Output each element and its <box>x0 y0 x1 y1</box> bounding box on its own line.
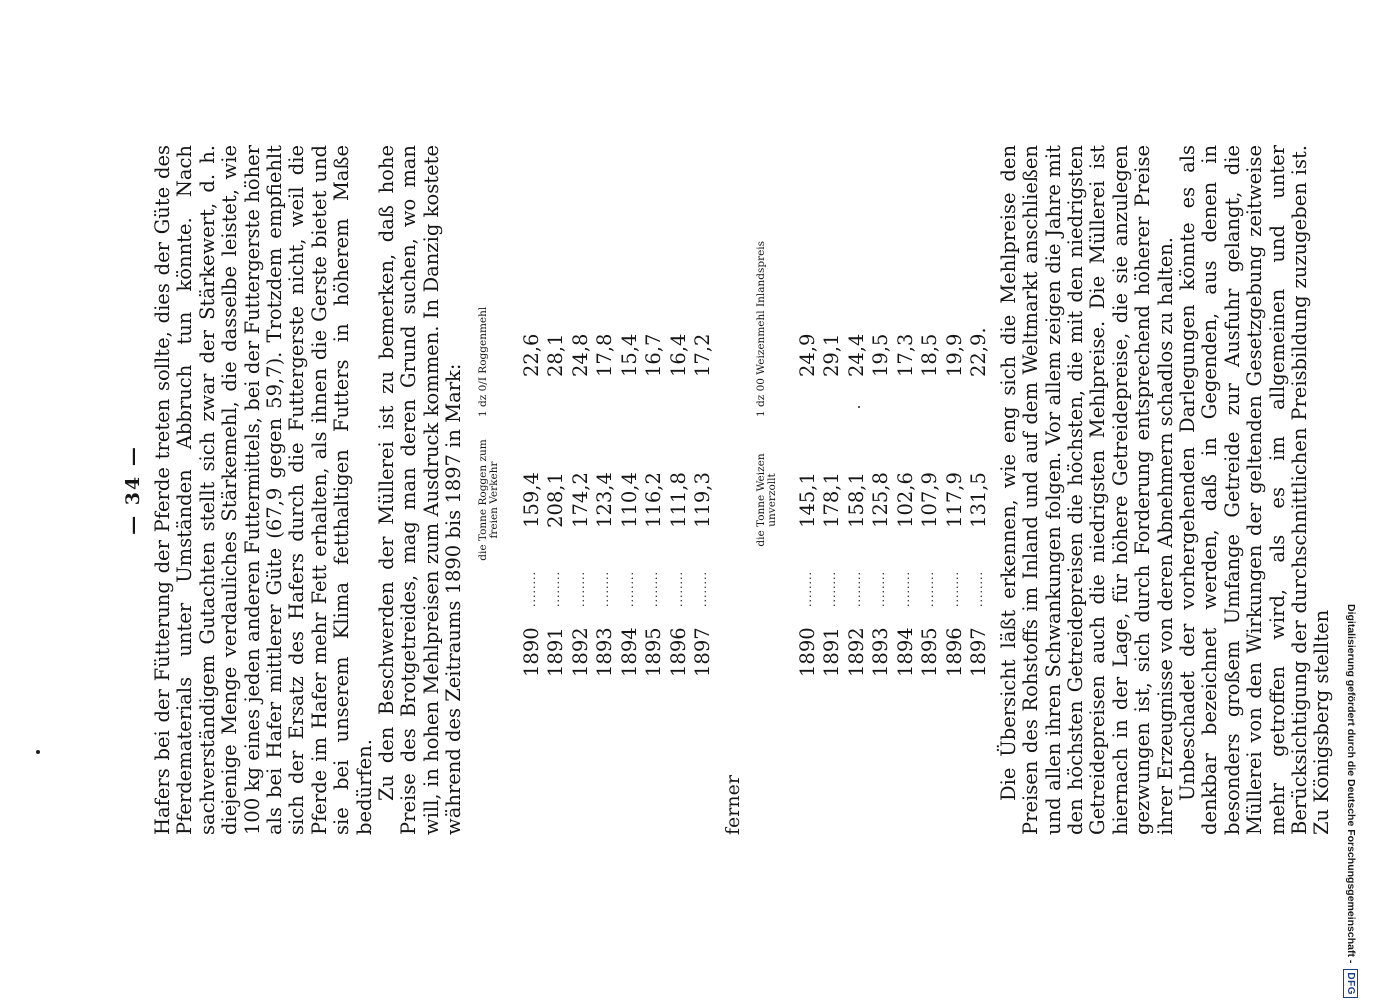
value-cell: 19,5 <box>869 333 893 377</box>
year-cell: 1893 <box>869 627 893 677</box>
digitization-notice <box>1339 8 1363 998</box>
value-cell: 123,4 <box>593 472 617 528</box>
paragraph: Hafers bei der Fütterung der Pferde treten sollte, dies der Güte des Pferdematerials unter Umständen Abbruch tun könnte. Nach sachverständigem Gutachten stellt sich zwar der Stärkewert, d. h. diejenige Menge verdauliches Stärkemehl, die dasselbe leistet, wie 100 kg eines jeden anderen Futtermittels, bei der Futtergerste höher als bei Hafer mittlerer Güte (67,9 gegen 59,7). Trotzdem empfiehlt sich der Ersatz des Hafers durch die Futtergerste nicht, weil die Pferde im Hafer mehr Fett erhalten, als ihnen die Gerste bietet und sie bei unserem Klima fetthaltigen Futters in höherem Maße bedürfen. <box>151 145 376 835</box>
column-header: die Tonne Roggen zum freien Verkehr <box>476 439 500 561</box>
table-row: 1894 ........ 110,4 15,4 <box>618 145 643 835</box>
year-cell: 1894 <box>893 627 917 677</box>
wheat-price-table <box>754 145 992 835</box>
table-row: 1893 ........ 125,8 19,5 <box>869 145 894 835</box>
value-cell: 17,2 <box>691 333 715 377</box>
table-row: 1897 ........ 119,3 17,2 <box>691 145 716 835</box>
value-cell: 24,8 <box>568 333 592 377</box>
value-cell: 102,6 <box>893 472 917 528</box>
year-cell: 1895 <box>642 627 666 677</box>
value-cell: 131,5 <box>967 472 991 528</box>
value-cell: 174,2 <box>568 472 592 528</box>
value-cell: 28,1 <box>544 333 568 377</box>
value-cell: 19,9 <box>942 333 966 377</box>
value-cell: 22,9. <box>967 327 991 377</box>
year-cell: 1896 <box>942 627 966 677</box>
table-row: 1891 ........ 208,1 28,1 <box>544 145 569 835</box>
value-cell: 159,4 <box>519 472 543 528</box>
value-cell: 125,8 <box>869 472 893 528</box>
table-row: 1890 ........ 145,1 24,9 <box>796 145 821 835</box>
value-cell: 119,3 <box>691 472 715 528</box>
year-cell: 1891 <box>820 627 844 677</box>
year-cell: 1893 <box>593 627 617 677</box>
year-cell: 1892 <box>568 627 592 677</box>
table-row: 1892 ........ 174,2 24,8 <box>569 145 594 835</box>
table-row: 1896 ........ 117,9 19,9 <box>943 145 968 835</box>
value-cell: 110,4 <box>617 472 641 528</box>
table-header <box>476 145 520 835</box>
paragraph: Zu den Beschwerden der Müllerei ist zu bemerken, daß hohe Preise des Brotgetreides, mag man deren Grund suchen, wo man will, in hohen Mehlpreisen zum Ausdruck kommen. In Danzig kostete während des Zeitraums 1890 bis 1897 in Mark: <box>375 145 466 835</box>
year-cell: 1896 <box>666 627 690 677</box>
year-cell: 1894 <box>617 627 641 677</box>
column-header: 1 dz 00 Weizenmehl Inlandspreis <box>754 240 767 417</box>
value-cell: 18,5 <box>918 333 942 377</box>
year-cell: 1895 <box>918 627 942 677</box>
year-cell: 1897 <box>691 627 715 677</box>
table-row: 1891 ........ 178,1 29,1 <box>820 145 845 835</box>
table-row: 1897 ........ 131,5 22,9. <box>967 145 992 835</box>
paragraph: Die Übersicht läßt erkennen, wie eng sich die Mehlpreise den Preisen des Rohstoffs im Inland und auf dem Weltmarkt anschließen und allen ihren Schwankungen folgen. Vor allem zeigen die Jahre mit den höchsten Getreidepreisen die höchsten, die mit den niedrigsten Getreidepreisen auch die niedrigsten Mehlpreise. Die Müllerei ist hiernach in der Lage, für höhere Getreidepreise, die sie anzulegen gezwungen ist, sich durch Forderung entsprechend höherer Preise ihrer Erzeugnisse von deren Abnehmern schadlos zu halten. <box>996 145 1177 835</box>
year-cell: 1891 <box>544 627 568 677</box>
value-cell: 111,8 <box>666 472 690 528</box>
value-cell: 24,9 <box>795 333 819 377</box>
column-header: die Tonne Weizen unverzollt <box>754 453 778 547</box>
value-cell: 158,1 <box>844 472 868 528</box>
value-cell: 15,4 <box>617 333 641 377</box>
table-row: 1895 ........ 116,2 16,7 <box>642 145 667 835</box>
scan-speck <box>36 750 40 754</box>
dfg-logo: DFG <box>1344 969 1359 998</box>
value-cell: 16,7 <box>642 333 666 377</box>
year-cell: 1892 <box>844 627 868 677</box>
value-cell: 117,9 <box>942 472 966 528</box>
value-cell: 29,1 <box>820 333 844 377</box>
value-cell: 116,2 <box>642 472 666 528</box>
digitization-notice-text: Digitalisierung gefördert durch die Deutsche Forschungsgemeinschaft - <box>1345 604 1357 964</box>
table-row: 1892 ........ 158,1 24,4 <box>845 145 870 835</box>
ferner-label: ferner <box>721 775 744 835</box>
column-header: 1 dz 0/I Roggenmehl <box>476 306 489 417</box>
value-cell: 22,6 <box>519 333 543 377</box>
page-number: — 34 — <box>121 445 144 535</box>
table-row: 1895 ........ 107,9 18,5 <box>918 145 943 835</box>
document-page <box>120 145 1334 835</box>
value-cell: 17,3 <box>893 333 917 377</box>
value-cell: 178,1 <box>820 472 844 528</box>
value-cell: 24,4 <box>844 333 868 377</box>
value-cell: 107,9 <box>918 472 942 528</box>
table-row: 1890 ........ 159,4 22,6 <box>520 145 545 835</box>
value-cell: 208,1 <box>544 472 568 528</box>
table-row: 1894 ........ 102,6 17,3 <box>894 145 919 835</box>
table-row: 1896 ........ 111,8 16,4 <box>667 145 692 835</box>
year-cell: 1890 <box>795 627 819 677</box>
value-cell: 16,4 <box>666 333 690 377</box>
value-cell: 17,8 <box>593 333 617 377</box>
paragraph: Unbeschadet der vorhergehenden Darlegungen könnte es als denkbar bezeichnet werden, daß in Gegenden, aus denen in besonders großem Umfange Getreide zur Ausfuhr gelangt, die Müllerei von den Wirkungen der geltenden Gesetzgebung zeitweise mehr getroffen wird, als es im allgemeinen und unter Berücksichtigung der durchschnittlichen Preisbildung zuzugeben ist. Zu Königsberg stellten <box>1175 145 1334 835</box>
year-cell: 1897 <box>967 627 991 677</box>
year-cell: 1890 <box>519 627 543 677</box>
rye-price-table <box>476 145 716 835</box>
value-cell: 145,1 <box>795 472 819 528</box>
table-row: 1893 ........ 123,4 17,8 <box>593 145 618 835</box>
table-header <box>754 145 796 835</box>
